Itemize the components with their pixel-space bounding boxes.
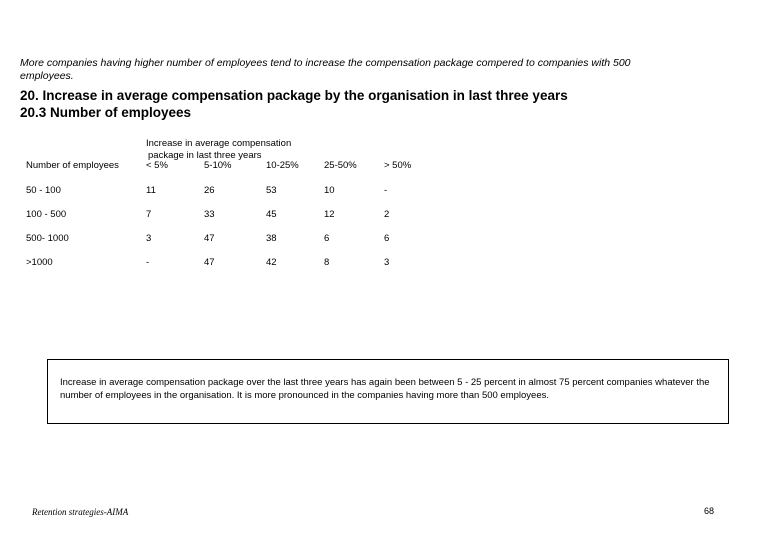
section-heading	[20, 88, 740, 121]
row-label: >1000	[26, 257, 53, 268]
page-number: 68	[704, 506, 715, 516]
table-cell: 6	[324, 233, 330, 244]
table-cell: 7	[146, 209, 152, 220]
table-cell: 45	[266, 209, 277, 220]
table-cell: 38	[266, 233, 277, 244]
column-header: 25-50%	[324, 160, 357, 171]
group-header-line-1: Increase in average compensation	[146, 138, 292, 149]
table-cell: 2	[384, 209, 390, 220]
row-label: 100 - 500	[26, 209, 67, 220]
table-cell: 12	[324, 209, 335, 220]
column-header: < 5%	[146, 160, 168, 171]
note-box	[47, 359, 729, 424]
column-header: 10-25%	[266, 160, 299, 171]
row-label: 500- 1000	[26, 233, 69, 244]
table-cell: 3	[146, 233, 152, 244]
table-cell: -	[384, 185, 388, 196]
table-cell: 47	[204, 257, 215, 268]
table-cell: 53	[266, 185, 277, 196]
table-cell: 11	[146, 185, 156, 196]
table-cell: -	[146, 257, 150, 268]
intro-text: More companies having higher number of employees tend to increase the compensation package compered to companies with 500 employees.	[20, 57, 631, 82]
table-cell: 26	[204, 185, 215, 196]
group-header	[146, 138, 291, 161]
note-text: Increase in average compensation package over the last three years has again been between 5 - 25 percent in almost 75 percent companies whatever the number of employees in the organisation. It is more pronounced in the companies having more than 500 employees.	[60, 377, 710, 401]
column-header: > 50%	[384, 160, 412, 171]
group-header-line-2: package in last three years	[148, 149, 262, 161]
table-cell: 8	[324, 257, 330, 268]
table-cell: 42	[266, 257, 277, 268]
table-cell: 10	[324, 185, 335, 196]
heading-subtitle: 20.3 Number of employees	[20, 104, 192, 120]
row-header: Number of employees	[26, 160, 119, 171]
table-cell: 3	[384, 257, 390, 268]
table-cell: 47	[204, 233, 215, 244]
row-label: 50 - 100	[26, 185, 61, 196]
heading-title: 20. Increase in average compensation package by the organisation in last three years	[20, 88, 568, 103]
table-cell: 33	[204, 209, 215, 220]
column-header: 5-10%	[204, 160, 232, 171]
footer-source: Retention strategies-AIMA	[32, 507, 129, 517]
table-cell: 6	[384, 233, 390, 244]
